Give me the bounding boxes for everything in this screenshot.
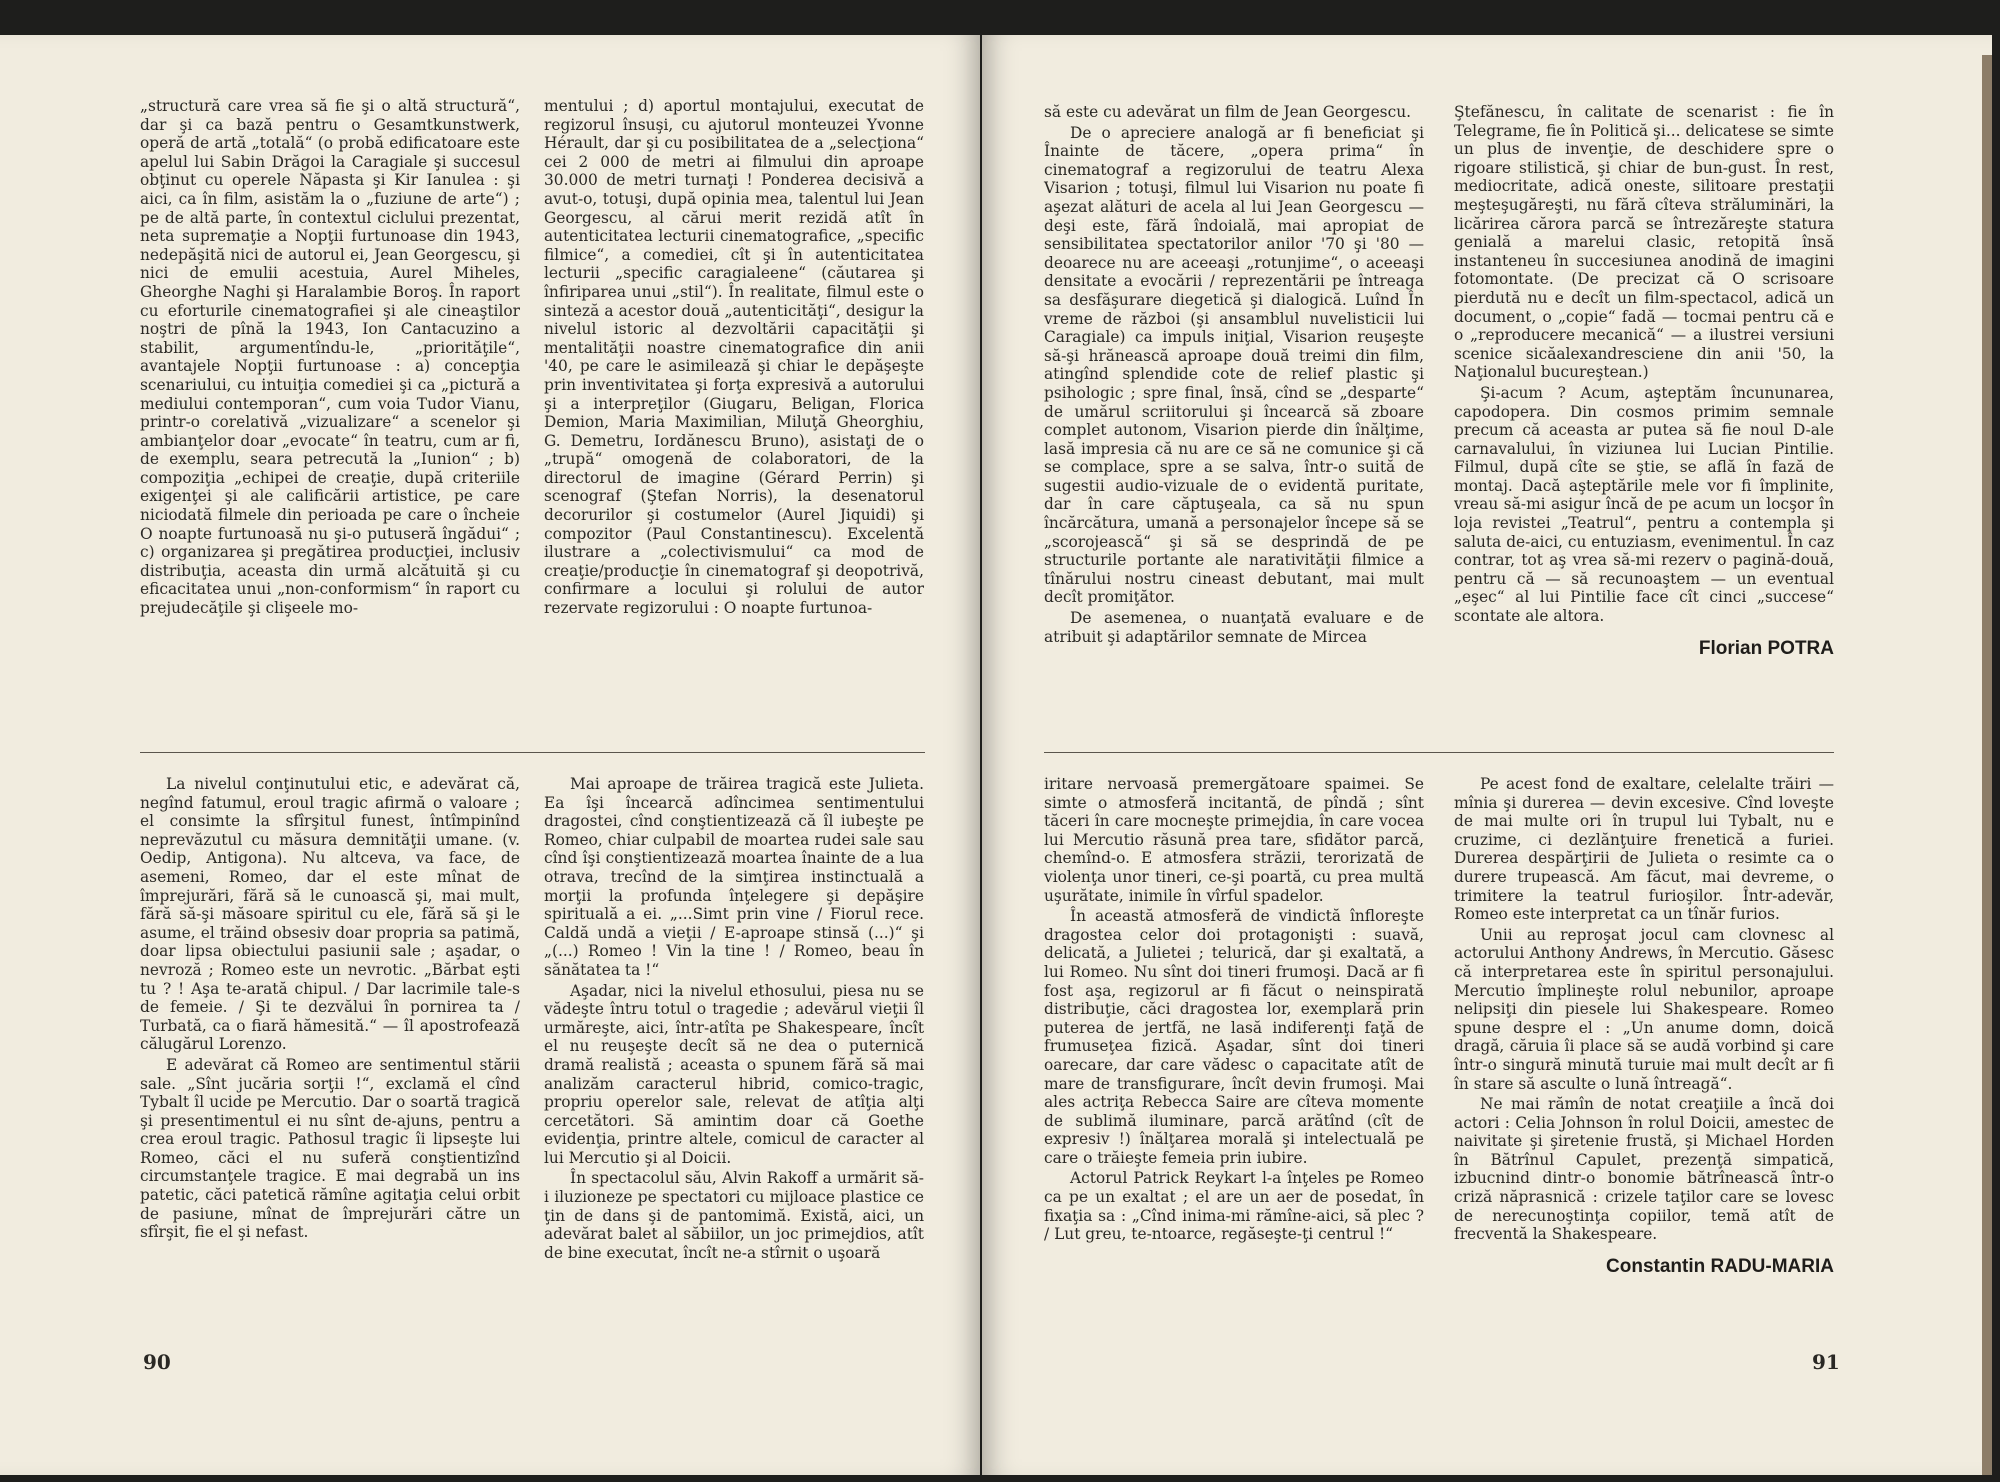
section-divider: [1044, 752, 1834, 753]
paragraph: Unii au reproşat jocul cam clovnesc al actorului Anthony Andrews, în Mercutio. Găsesc că interpretarea este în spiritul personajului. Mercutio împlineşte rolul nebunilor, aproape nelipsiţi din piesele lui Shakespeare. Romeo spune despre el : „Un anume domn, doică dragă, căruia îi place să se audă vorbind şi care într-o singură minută turuie mai mult decît ar fi în stare să asculte o lună întreagă“.: [1454, 925, 1834, 1093]
right-bottom-column-2: [1454, 775, 1834, 1276]
paragraph: Şi-acum ? Acum, aşteptăm încununarea, capodopera. Din cosmos primim semnale precum că aceasta ar putea să fie noul D-ale carnavalului, în viziunea lui Lucian Pintilie. Filmul, după cîte se ştie, se află în fază de montaj. Dacă aşteptările mele vor fi împlinite, vreau să-mi asigur încă de pe acum un locşor în loja revistei „Teatrul“, pentru a contempla şi saluta de-aici, cu entuziasm, evenimentul. În caz contrar, tot aş vrea să-mi rezerv o pagină-două, pentru că — să recunoaştem — un eventual „eşec“ al lui Pintilie face cît cinci „succese“ scontate ale altora.: [1454, 383, 1834, 626]
paragraph: Pe acest fond de exaltare, celelalte trăiri — mînia şi durerea — devin excesive. Cînd loveşte de mai multe ori în trupul lui Tybalt, nu e cruzime, ci dezlănţuire frenetică a furiei. Durerea despărţirii de Julieta o resimte ca o durere trupească. Am făcut, mai devreme, o trimitere la teatrul furioşilor. Într-adevăr, Romeo este interpretat ca un tînăr furios.: [1454, 775, 1834, 924]
right-top-column-1: [1044, 103, 1424, 648]
paragraph: Actorul Patrick Reykart l-a înţeles pe Romeo ca pe un exaltat ; el are un aer de posedat, în fixaţia sa : „Cînd inima-mi rămîne-aici, să plec ? / Lut greu, te-ntoarce, regăseşte-ţi centrul !“: [1044, 1169, 1424, 1244]
author-signature: Florian POTRA: [1698, 637, 1834, 659]
left-top-column-1: [140, 97, 520, 620]
paragraph: În această atmosferă de vindictă înfloreşte dragostea celor doi protagonişti : suavă, delicată, a Julietei ; telurică, dar şi exaltată, a lui Romeo. Nu sînt doi tineri frumoşi. Dacă ar fi fost aşa, regizorul ar fi făcut o neinspirată distribuţie, căci dragostea lor, exemplară prin puterea de jertfă, ne lasă indiferenţi faţă de frumuseţea fizică. Aşadar, sînt doi tineri oarecare, dar care vădesc o capacitate atît de mare de transfigurare, încît devin frumoşi. Mai ales actriţa Rebecca Saire are cîteva momente de sublimă iluminare, parcă arătînd (cît de expresiv !) înălţarea morală şi intelectuală pe care o trăieşte femeia prin iubire.: [1044, 907, 1424, 1167]
paragraph: Ne mai rămîn de notat creaţiile a încă doi actori : Celia Johnson în rolul Doicii, amestec de naivitate şi şiretenie frustă, şi Michael Horden în Bătrînul Capulet, prezenţă simpatică, izbucnind dintr-o bonomie bătrînească într-o criză năprasnică : crizele taţilor care se lovesc de nerecunoştinţa copiilor, temă atît de frecventă la Shakespeare.: [1454, 1095, 1834, 1244]
author-signature: Constantin RADU-MARIA: [1606, 1255, 1834, 1277]
paragraph: să este cu adevărat un film de Jean Georgescu.: [1044, 103, 1412, 121]
paragraph: În spectacolul său, Alvin Rakoff a urmărit să-i iluzioneze pe spectatori cu mijloace plastice ce ţin de dans şi de pantomimă. Există, aici, un adevărat balet al săbiilor, un joc primejdios, atît de bine executat, încît ne-a stîrnit o uşoară: [544, 1169, 924, 1262]
paragraph: La nivelul conţinutului etic, e adevărat că, negînd fatumul, eroul tragic afirmă o valoare ; el consimte la sfîrşitul funest, întîmpinînd neprevăzutul cu măsura demnităţii umane. (v. Oedip, Antigona). Nu altceva, va face, de asemeni, Romeo, dar el este mînat de împrejurări, fără să le cunoască şi, mai mult, fără să-şi măsoare spiritul cu ele, fără să şi le asume, el trăind obsesiv doar propria sa patimă, doar lipsa obiectului pasiunii sale ; aşadar, o nevroză ; Romeo este un nevrotic. „Bărbat eşti tu ? ! Aşa te-arată chipul. / Dar lacrimile tale-s de femeie. / Şi te dezvălui în pornirea ta / Turbată, ca o fiară hămesită.“ — îl apostrofează călugărul Lorenzo.: [140, 775, 520, 1054]
paragraph: mentului ; d) aportul montajului, executat de regizorul însuşi, cu ajutorul monteuzei Yvonne Hérault, dar şi cu posibilitatea de a „selecţiona“ cei 2 000 de metri ai filmului din aproape 30.000 de metri turnaţi ! Ponderea decisivă a avut-o, totuşi, după opinia mea, talentul lui Jean Georgescu, al cărui merit rezidă atît în autenticitatea lecturii cinematografice, „specific filmice“, a comediei, cît şi în autenticitatea lecturii „specific caragialeene“ (căutarea şi înfiriparea unui „stil“). În realitate, filmul este o sinteză a acestor două „autenticităţi“, desigur la nivelul istoric al dezvoltării capacităţii şi mentalităţii noastre cinematografice din anii '40, pe care le asimilează şi chiar le depăşeşte prin inventivitatea şi forţa expresivă a autorului şi a interpreţilor (Giugaru, Beligan, Florica Demion, Maria Maximilian, Miluţă Gheorghiu, G. Demetru, Iordănescu Bruno), asistaţi de o „trupă“ omogenă de colaboratori, de la directorul de imagine (Gérard Perrin) şi scenograf (Ştefan Norris), la desenatorul decorurilor şi costumelor (Aurel Jiquidi) şi compozitor (Paul Constantinescu). Excelentă ilustrare a „colectivismului“ ca mod de creaţie/producţie în cinematograf şi deopotrivă, confirmare a locului şi rolului de autor rezervate regizorului : O noapte furtunoa-: [544, 97, 924, 618]
paragraph: Mai aproape de trăirea tragică este Julieta. Ea îşi încearcă adîncimea sentimentului dragostei, cînd conştientizează că îl iubeşte pe Romeo, chiar culpabil de moartea rudei sale sau cînd îşi conştientizează moartea înainte de a lua otrava, trecînd de la simţirea instinctuală a morţii la profunda înţelegere şi depăşire spirituală a ei. „...Simt prin vine / Fiorul rece. Caldă undă a vieţii / E-aproape stinsă (...)“ şi „(...) Romeo ! Vin la tine ! / Romeo, beau în sănătatea ta !“: [544, 775, 924, 979]
paragraph: De o apreciere analogă ar fi beneficiat şi Înainte de tăcere, „opera prima“ în cinematograf a regizorului de teatru Alexa Visarion ; totuşi, filmul lui Visarion nu poate fi aşezat alături de acela al lui Jean Georgescu — deşi este, fără îndoială, mai apropiat de sensibilitatea spectatorilor anilor '70 şi '80 — deoarece nu are aceeaşi „rotunjime“, o aceeaşi densitate a evocării / reprezentării pe întreaga sa desfăşurare diegetică şi dialogică. Luînd În vreme de război (şi ansamblul nuvelisticii lui Caragiale) ca impuls iniţial, Visarion reuşeşte să-şi hrănească aproape două treimi din film, atingînd splendide cote de relief plastic şi psihologic ; spre final, însă, cînd se „desparte“ de umărul scriitorului şi încearcă să zboare complet autonom, Visarion pierde din înălţime, lasă impresia că nu are ce să ne comunice şi că se complace, spre a se salva, într-o suită de sugestii audio-vizuale de o evidentă puritate, dar în care căptuşeala, ca să nu spun încărcătura, umană a personajelor începe să se „scorojească“ şi să se desprindă de pe structurile portante ale narativităţii filmice a tînărului nostru cineast debutant, mai mult decît promiţător.: [1044, 123, 1424, 607]
right-page: [982, 35, 1992, 1475]
page-number: 90: [143, 1350, 171, 1374]
left-bottom-column-2: [544, 775, 924, 1264]
paragraph: Aşadar, nici la nivelul ethosului, piesa nu se vădeşte întru totul o tragedie ; adevărul vieţii îl urmăreşte, aici, într-atîta pe Shakespeare, încît el nu reuşeşte decît să ne dea o puternică dramă realistă ; aceasta o spunem fără să mai analizăm caracterul hibrid, comico-tragic, propriu operelor sale, relevat de atîţia alţi cercetători. Să amintim doar că Goethe evidenţia, printre altele, comicul de caracter al lui Mercutio şi al Doicii.: [544, 981, 924, 1167]
paragraph: E adevărat că Romeo are sentimentul stării sale. „Sînt jucăria sorţii !“, exclamă el cînd Tybalt îl ucide pe Mercutio. Dar o soartă tragică şi presentimentul ei nu sînt de-ajuns, pentru a crea eroul tragic. Pathosul tragic îi lipseşte lui Romeo, căci el nu suferă conştientizînd circumstanţele tragice. E mai degrabă un ins patetic, căci patetică rămîne agitaţia celui orbit de pasiune, mînat de împrejurări către un sfîrşit, fie el şi nefast.: [140, 1055, 520, 1242]
paragraph: Ştefănescu, în calitate de scenarist : fie în Telegrame, fie în Politică şi... delicatese se simte un plus de invenţie, de deschidere spre o rigoare stilistică, şi chiar de bun-gust. În rest, mediocritate, adică oneste, silitoare prestaţii meşteşugăreşti, nu fără cîteva străluminări, la licărirea cărora parcă se întrezăreşte statura genială a marelui clasic, retopită însă instanteneu în succesiunea anodină de imagini fotomontate. (De precizat că O scrisoare pierdută nu e decît un film-spectacol, adică un document, o „copie“ fadă — tocmai pentru că e o „reproducere mecanică“ — a ilustrei versiuni scenice sicăalexandresciene din anii '50, la Naţionalul bucureştean.): [1454, 103, 1834, 382]
section-divider: [140, 752, 925, 753]
right-bottom-column-1: [1044, 775, 1424, 1246]
right-top-column-2: [1454, 103, 1834, 658]
page-edge: [1982, 55, 1992, 1475]
left-page: [0, 35, 980, 1475]
left-bottom-column-1: [140, 775, 520, 1244]
paragraph: iritare nervoasă premergătoare spaimei. Se simte o atmosferă incitantă, de pîndă ; sînt tăceri în care mocneşte primejdia, în care vocea lui Mercutio răsună prea tare, sfidător parcă, chemînd-o. E atmosfera străzii, terorizată de violenţa unor tineri, ce-şi poartă, cu prea multă uşurătate, inimile în vîrful spadelor.: [1044, 775, 1424, 905]
left-top-column-2: [544, 97, 924, 620]
page-number: 91: [1812, 1350, 1840, 1374]
paragraph: De asemenea, o nuanţată evaluare e de atribuit şi adaptărilor semnate de Mircea: [1044, 609, 1424, 646]
paragraph: „structură care vrea să fie şi o altă structură“, dar şi ca bază pentru o Gesamtkunstwerk, operă de artă „totală“ (o probă edificatoare este apelul lui Sabin Drăgoi la Caragiale şi succesul obţinut cu operele Năpasta şi Kir Ianulea : şi aici, ca în film, asistăm la o „fuziune de arte“) ; pe de altă parte, în contextul ciclului prezentat, neta supremaţie a Nopţii furtunoase din 1943, nedepăşită nici de autorul ei, Jean Georgescu, şi nici de emulii acestuia, Aurel Miheles, Gheorghe Naghi şi Haralambie Boroş. În raport cu eforturile cinematografiei şi ale cineaştilor noştri de pînă la 1943, Ion Cantacuzino a stabilit, argumentîndu-le, „priorităţile“, avantajele Nopţii furtunoase : a) concepţia scenariului, cu intuiţia comediei şi ca „pictură a mediului contemporan“, cum voia Tudor Vianu, printr-o corelativă „vizualizare“ a scenelor şi ambianţelor doar „evocate“ în teatru, cum ar fi, de exemplu, seara petrecută la „Iunion“ ; b) compoziţia „echipei de creaţie, după criteriile exigenţei şi ale calificării artistice, pe care niciodată filmele din perioada pe care o încheie O noapte furtunoasă nu şi-o putuseră îngădui“ ; c) organizarea şi pregătirea producţiei, inclusiv distribuţia, aceasta din urmă alcătuită şi cu eficacitatea unui „non-conformism“ în raport cu prejudecăţile şi clişeele mo-: [140, 97, 520, 618]
